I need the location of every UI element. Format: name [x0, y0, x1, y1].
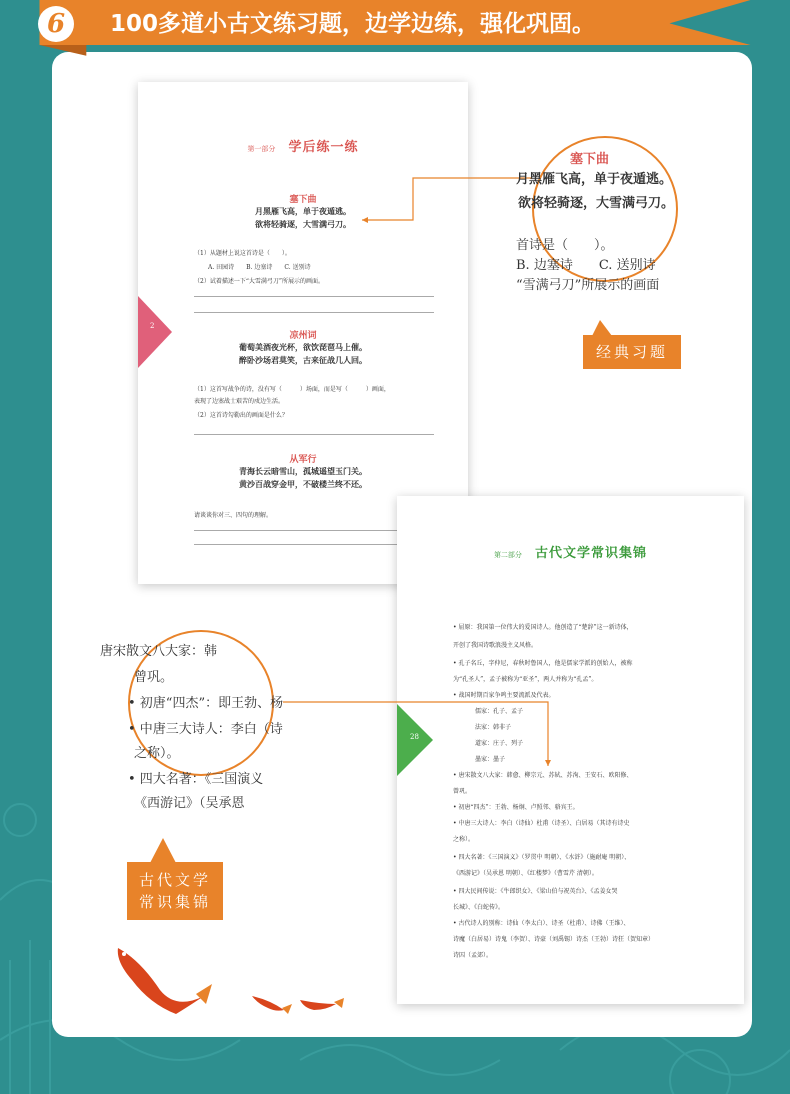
right-section-heading: [397, 542, 744, 561]
knowledge-line: 诗囚（孟郊）。: [453, 952, 493, 959]
knowledge-line: 曾巩。: [453, 788, 472, 795]
poem-line: 醉卧沙场君莫笑，古来征战几人回。: [239, 355, 367, 365]
question-text: （1）这首写战争的诗，没有写（ ）场面，而是写（ ）画面，: [194, 386, 390, 393]
poem-line: 黄沙百战穿金甲，不破楼兰终不还。: [239, 479, 367, 489]
magnifier-line: 曾巩。: [134, 670, 174, 685]
magnifier-line: • 四大名著：《三国演义: [128, 772, 264, 787]
knowledge-line: 墨家：墨子: [475, 756, 506, 763]
magnifier-poem: [516, 136, 678, 293]
knowledge-line: 道家：庄子、列子: [475, 740, 524, 747]
knowledge-line: • 中唐三大诗人：李白（诗仙）杜甫（诗圣）、白居易（其诗有诗史: [453, 820, 630, 827]
poem-title: 塞下曲: [289, 195, 317, 205]
knowledge-line: 之称）。: [453, 836, 475, 843]
poem-line: 葡萄美酒夜光杯，欲饮琵琶马上催。: [239, 342, 367, 352]
question-text: （2）试着描述一下“大雪满弓刀”所展示的画面。: [194, 278, 324, 285]
banner-number: 6: [38, 6, 74, 42]
callout-classic-exercises: 经典习题: [583, 335, 681, 369]
left-page-number: 2: [150, 322, 155, 330]
poem-line: 欲将轻骑逐，大雪满弓刀。: [255, 219, 351, 229]
knowledge-line: 长城》、《白蛇传》。: [453, 904, 505, 911]
knowledge-line: • 四大名著：《三国演义》（罗贯中 明朝）、《水浒》（施耐庵 明朝）、: [453, 854, 631, 861]
callout-line: 古代文学: [138, 871, 211, 889]
poem-line: 青海长云暗雪山，孤城遥望玉门关。: [239, 466, 367, 476]
magnifier-line: 唐宋散文八大家：韩: [100, 644, 218, 659]
right-book-page: [397, 496, 744, 1004]
knowledge-line: • 唐宋散文八大家：韩愈、柳宗元、苏轼、苏洵、王安石、欧阳修、: [453, 772, 633, 779]
callout-literature-knowledge: [127, 862, 223, 920]
magnifier-line: 之称）。: [134, 746, 180, 761]
knowledge-line: • 孔子名丘，字仲尼，春秋时鲁国人，他是儒家学派的创始人，被称: [453, 660, 633, 667]
knowledge-line: 开创了我国诗歌浪漫主义风格。: [453, 642, 538, 649]
banner-title: 100多道小古文练习题，边学边练，强化巩固。: [110, 11, 596, 37]
magnifier-line: 月黑雁飞高，单于夜遁逃。: [516, 172, 673, 187]
callout-line: 常识集锦: [138, 893, 211, 911]
answer-line: [194, 296, 434, 297]
magnifier-line: 《西游记》（吴承恩: [134, 796, 245, 811]
question-text: 表现了边塞战士艰苦的戍边生活。: [194, 398, 285, 405]
question-text: A. 田园诗 B. 边塞诗 C. 送别诗: [208, 264, 311, 271]
knowledge-line: • 古代诗人的别称：诗仙（李太白）、诗圣（杜甫）、诗佛（王维）、: [453, 920, 630, 927]
knowledge-line: 为“孔圣人”，孟子被称为“亚圣”，两人并称为“孔孟”。: [453, 676, 598, 683]
poem-title: 从军行: [289, 455, 317, 465]
magnifier-line: “雪满弓刀”所展示的画面: [516, 278, 660, 293]
right-section-title: 古代文学常识集锦: [535, 546, 648, 561]
magnifier-poem-title: 塞下曲: [570, 152, 610, 167]
knowledge-line: • 四大民间传说：《牛郎织女》、《梁山伯与祝英台》、《孟姜女哭: [453, 888, 618, 895]
right-page-number: 28: [410, 733, 419, 741]
knowledge-line: 儒家：孔子、孟子: [475, 708, 524, 715]
left-section-title: 学后练一练: [288, 140, 359, 155]
knowledge-line: • 初唐“四杰”：王勃、杨炯、卢照邻、骆宾王。: [453, 804, 579, 811]
magnifier-line: 首诗是（ ）。: [516, 238, 614, 253]
poem-title: 凉州词: [289, 331, 317, 341]
question-text: （2）这首诗勾勒出的画面是什么？: [194, 412, 288, 419]
knowledge-line: 诗魔（白居易）诗鬼（李贺）、诗豪（刘禹锡）诗杰（王勃）诗狂（贺知章）: [453, 936, 655, 943]
magnifier-knowledge: [100, 630, 284, 811]
magnifier-line: • 初唐“四杰”：即王勃、杨: [128, 696, 284, 711]
knowledge-line: • 战国时期百家争鸣主要流派及代表。: [453, 692, 555, 699]
question-text: 请谈谈你对三、四句的理解。: [194, 512, 273, 519]
knowledge-line: • 屈原：我国第一位伟大的爱国诗人。他创造了“楚辞”这一新诗体，: [453, 624, 633, 631]
answer-line: [194, 312, 434, 313]
left-section-small: 第一部分: [247, 145, 276, 153]
knowledge-line: 《西游记》（吴承恩 明朝）、《红楼梦》（曹雪芹 清朝）。: [453, 870, 598, 877]
question-text: （1）从题材上说这首诗是（ ）。: [194, 250, 291, 257]
answer-line: [194, 434, 434, 435]
left-page-tab: [138, 296, 172, 368]
knowledge-line: 法家：韩非子: [475, 724, 512, 731]
magnifier-line: 欲将轻骑逐，大雪满弓刀。: [518, 196, 675, 211]
left-section-heading: [138, 136, 468, 155]
right-section-small: 第二部分: [493, 551, 522, 559]
poem-line: 月黑雁飞高，单于夜遁逃。: [255, 206, 351, 216]
magnifier-line: B. 边塞诗 C. 送别诗: [516, 258, 656, 273]
magnifier-line: • 中唐三大诗人：李白（诗: [128, 722, 283, 737]
